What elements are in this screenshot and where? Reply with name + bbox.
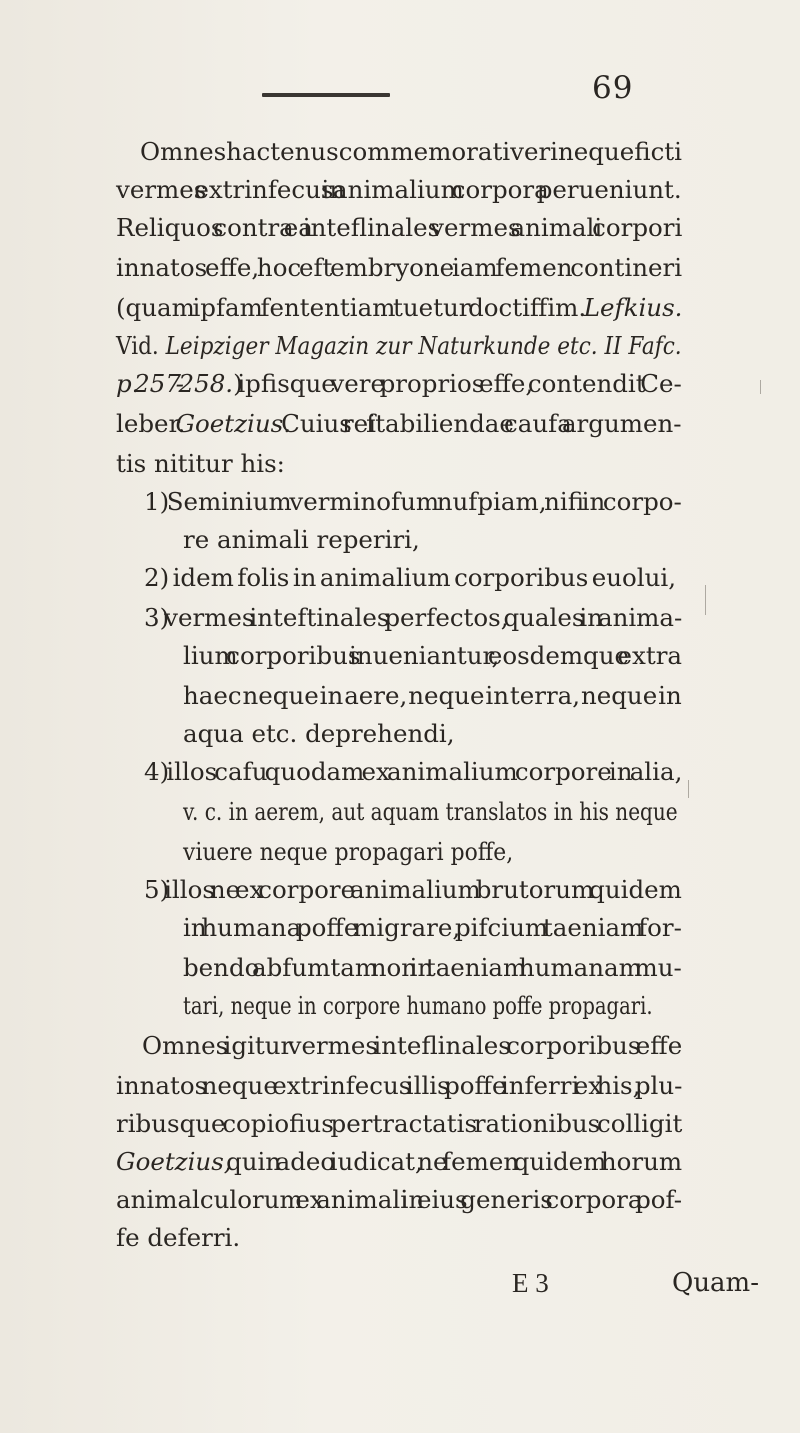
text-run: innatos effe, hoc eft embryone iam femen contineri xyxy=(116,253,683,282)
text-run: 1) Seminium verminofum nufpiam, nifi in corpo- xyxy=(144,487,682,516)
text-run: re animali reperiri, xyxy=(183,525,420,554)
text-run: 2) idem folis in animalium corporibus euolui, xyxy=(144,563,677,592)
text-run: animalculorum ex animali in eius generis corpora pof- xyxy=(116,1185,682,1214)
text-line xyxy=(144,487,682,516)
text-run: aqua etc. deprehendi, xyxy=(183,719,455,748)
text-run: leber. xyxy=(116,409,176,438)
text-run: Vid. xyxy=(116,331,166,360)
italic-text: Goetzius, xyxy=(116,1147,232,1176)
text-line xyxy=(142,1031,683,1060)
text-run: bendo abfumtam non in taeniam humanam mu- xyxy=(183,953,682,982)
text-run: Cuius rei ftabiliendae caufa argumen- xyxy=(291,409,682,438)
paper-speck xyxy=(705,585,706,615)
text-line xyxy=(116,1185,682,1214)
header-rule xyxy=(262,93,390,97)
text-run: in humana poffe migrare, pifcium taeniam for- xyxy=(183,913,682,942)
text-line xyxy=(116,175,682,204)
text-run: ) ipfisque vere proprios effe, contendit Ce- xyxy=(233,369,682,398)
text-run: v. c. in aerem, aut aquam translatos in his neque xyxy=(183,797,678,826)
text-line xyxy=(183,913,682,942)
text-line xyxy=(116,1109,683,1138)
text-line xyxy=(183,837,514,866)
text-run: 5) illos ne ex corpore animalium brutorum quidem xyxy=(144,875,682,904)
text-run: vermes extrinfecus in animalium corpora perueniunt. xyxy=(116,175,682,204)
text-line xyxy=(116,449,285,478)
text-line xyxy=(116,1147,683,1176)
text-line xyxy=(140,137,682,166)
italic-text: Leipziger Magazin zur Naturkunde etc. II Fafc. xyxy=(165,331,682,360)
text-line xyxy=(116,293,683,322)
text-run: tis nititur his: xyxy=(116,449,285,478)
text-line xyxy=(116,369,682,398)
paper-speck xyxy=(760,380,761,394)
text-line xyxy=(116,253,683,282)
text-line xyxy=(183,681,682,710)
italic-text: Lefkius. xyxy=(583,293,683,322)
text-run: 4) illos cafu quodam ex animalium corpore in alia, xyxy=(144,757,683,786)
text-line xyxy=(183,719,455,748)
text-line xyxy=(144,603,683,632)
text-run: lium corporibus inueniantur, eosdemque extra xyxy=(183,641,683,670)
paper-speck xyxy=(688,780,689,798)
text-run: fe deferri. xyxy=(116,1223,241,1252)
text-run: haec neque in aere, neque in terra, neque in xyxy=(183,681,682,710)
text-run: 3) vermes inteftinales perfectos, quales in anima- xyxy=(144,603,683,632)
catchword: Quam- xyxy=(672,1268,760,1298)
italic-text: Goetzius. xyxy=(175,409,292,438)
text-run: quin adeo iudicat, ne femen quidem horum xyxy=(231,1147,683,1176)
text-line xyxy=(183,797,678,826)
text-line xyxy=(116,331,682,360)
text-run: innatos neque extrinfecus illis poffe inferri ex his, plu- xyxy=(116,1071,683,1100)
text-run: Reliquos contra ea inteflinales vermes animali corpori xyxy=(116,213,683,242)
text-run: (quam ipfam fententiam tuetur doctiffim. xyxy=(116,293,584,322)
text-line xyxy=(116,1223,241,1252)
signature-mark: E 3 xyxy=(512,1268,549,1298)
text-run: Omnes igitur vermes inteflinales corporibus effe xyxy=(142,1031,683,1060)
italic-text: p. 257 - 258. xyxy=(116,369,234,398)
page-number: 69 xyxy=(592,70,634,106)
text-line xyxy=(183,641,683,670)
text-line xyxy=(183,991,653,1020)
text-run: ribusque copiofius pertractatis rationibus colligit xyxy=(116,1109,683,1138)
text-line xyxy=(183,953,682,982)
text-run: tari, neque in corpore humano poffe propagari. xyxy=(183,991,653,1020)
text-run: viuere neque propagari poffe, xyxy=(183,837,514,866)
text-line xyxy=(183,525,420,554)
text-line xyxy=(144,563,677,592)
text-run: Omnes hactenus commemorati veri neque ficti xyxy=(140,137,682,166)
text-line xyxy=(116,213,683,242)
text-line xyxy=(144,875,682,904)
text-line xyxy=(116,1071,683,1100)
text-line xyxy=(144,757,683,786)
text-line xyxy=(116,409,682,438)
